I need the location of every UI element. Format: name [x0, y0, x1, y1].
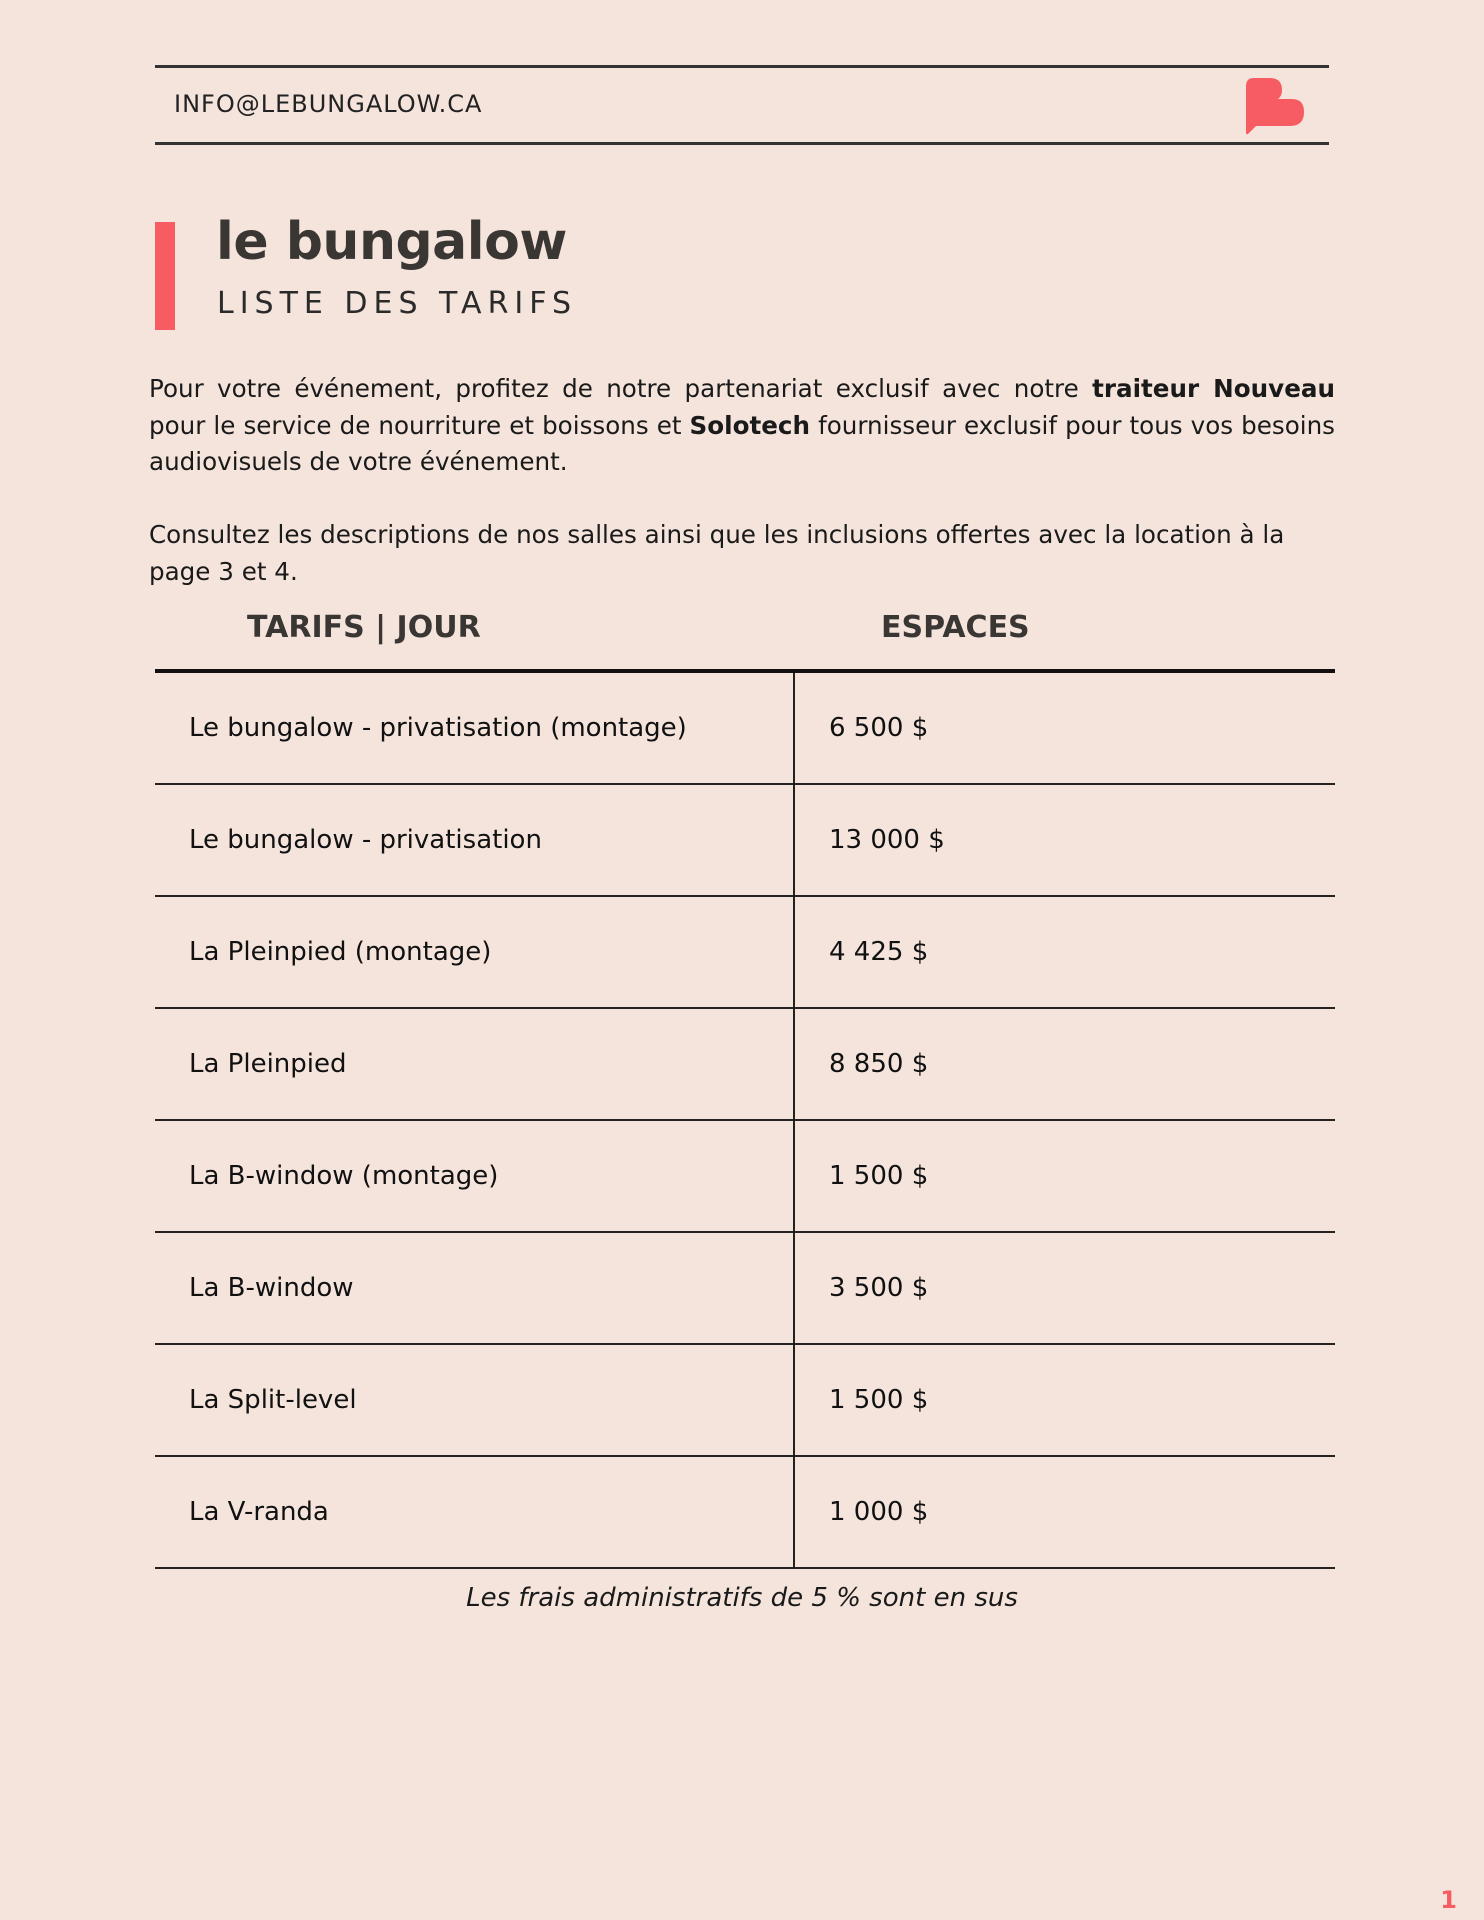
table-row	[155, 785, 1335, 897]
space-price: 13 000 $	[829, 825, 945, 855]
space-price: 1 500 $	[829, 1161, 929, 1191]
intro-text-1: Pour votre événement, profitez de notre partenariat exclusif avec notre	[149, 374, 1093, 403]
space-price: 3 500 $	[829, 1273, 929, 1303]
intro-bold-solotech: Solotech	[689, 410, 811, 440]
title-accent-bar	[155, 222, 175, 330]
intro-text-3: fournisseur exclusif pour tous vos besoins audiovisuels de votre événement.	[149, 410, 1335, 476]
table-row	[155, 1233, 1335, 1345]
space-price: 1 000 $	[829, 1497, 929, 1527]
space-price: 1 500 $	[829, 1385, 929, 1415]
table-row	[155, 897, 1335, 1009]
space-name: La Pleinpied	[155, 1009, 795, 1119]
space-name: La Split-level	[155, 1345, 795, 1455]
page-title: le bungalow	[216, 212, 567, 272]
page-subtitle: LISTE DES TARIFS	[217, 286, 578, 321]
space-name: La B-window (montage)	[155, 1121, 795, 1231]
space-name: La Pleinpied (montage)	[155, 897, 795, 1007]
space-price: 6 500 $	[829, 713, 929, 743]
space-name: Le bungalow - privatisation	[155, 785, 795, 895]
header-email[interactable]: INFO@LEBUNGALOW.CA	[174, 90, 483, 118]
space-price: 4 425 $	[829, 937, 929, 967]
heart-b-logo-icon	[1244, 76, 1306, 136]
table-row	[155, 673, 1335, 785]
space-name: La B-window	[155, 1233, 795, 1343]
table-row	[155, 1009, 1335, 1121]
column-header-espaces: ESPACES	[881, 610, 1030, 645]
space-name: La V-randa	[155, 1457, 795, 1567]
admin-fee-note: Les frais administratifs de 5 % sont en sus	[466, 1583, 1018, 1613]
space-price: 8 850 $	[829, 1049, 929, 1079]
consult-paragraph: Consultez les descriptions de nos salles ainsi que les inclusions offertes avec la location à la page 3 et 4.	[149, 520, 1285, 586]
page-header	[155, 65, 1329, 145]
intro-text-2: pour le service de nourriture et boissons et	[149, 410, 690, 440]
table-row	[155, 1121, 1335, 1233]
space-name: Le bungalow - privatisation (montage)	[155, 673, 795, 783]
column-header-tarifs: TARIFS | JOUR	[247, 610, 481, 645]
rates-table	[155, 669, 1335, 1569]
table-row	[155, 1457, 1335, 1569]
intro-bold-caterer: traiteur Nouveau	[1092, 374, 1335, 403]
page-number: 1	[1440, 1886, 1457, 1914]
intro-paragraph	[149, 371, 1335, 481]
table-row	[155, 1345, 1335, 1457]
